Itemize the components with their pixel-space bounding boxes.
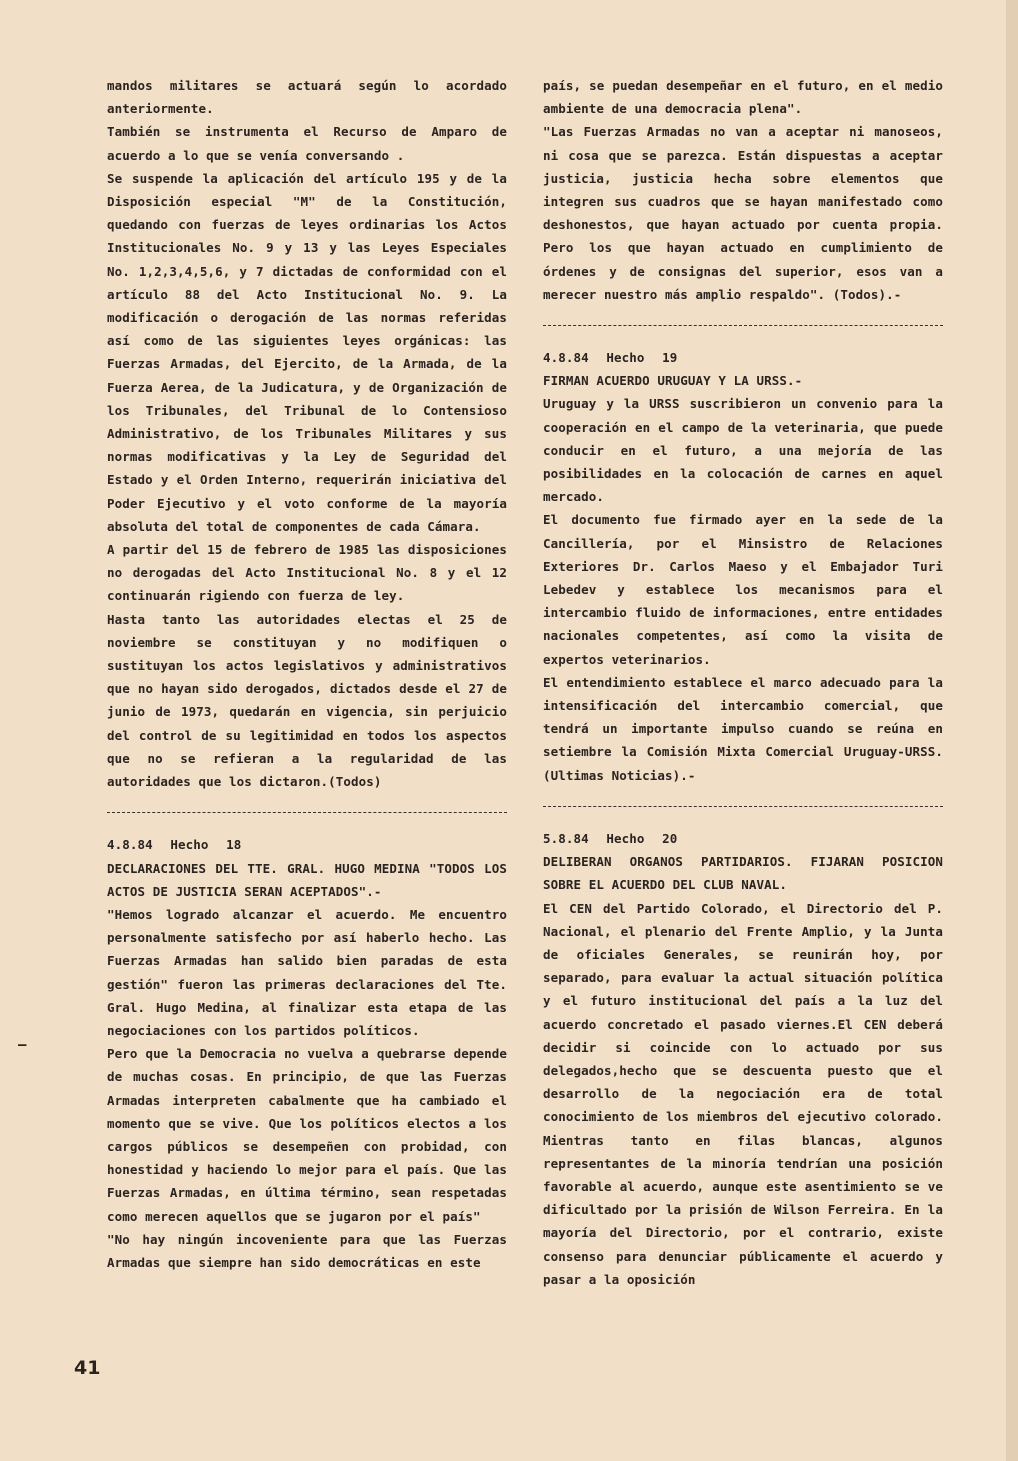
dashed-separator: [543, 806, 943, 807]
paragraph: Hasta tanto las autoridades electas el 25 de noviembre se constituyan y no modifiquen o sustituyan los actos legislativos y administrativos que no hayan sido derogados, dictados desde el 27 de junio de 1973, quedarán en vigencia, sin perjuicio del control de su legitimidad en todos los aspectos que no se refieran a la regularidad de las autoridades que los dictaron.(Todos): [107, 611, 507, 790]
paragraph: El CEN del Partido Colorado, el Directorio del P. Nacional, el plenario del Frente Amplio, y la Junta de oficiales Generales, se reunirán hoy, por separado, para evaluar la actual situación política y el futuro institucional del país a la luz del acuerdo concretado el pasado viernes.El CEN deberá decidir si coincide con lo actuado por sus delegados,hecho que se descuenta puesto que el desarrollo de la negociación era de total conocimiento de los miembros del ejecutivo colorado. Mientras tanto en filas blancas, algunos representantes de la minoría tendrían una posición favorable al acuerdo, aunque este asentimiento se ve dificultado por la prisión de Wilson Ferreira. En la mayoría del Directorio, por el contrario, existe consenso para denunciar públicamente el acuerdo y pasar a la oposición: [543, 900, 943, 1287]
paragraph: país, se puedan desempeñar en el futuro, en el medio ambiente de una democracia plena".: [543, 78, 943, 117]
section-date-header: 4.8.84 Hecho 18: [107, 837, 242, 853]
paragraph: "Las Fuerzas Armadas no van a aceptar ni manoseos, ni cosa que se parezca. Están dispuestas a aceptar justicia, justicia hecha sobre elementos que integren sus cuadros que se hayan manifestado como deshonestos, que hayan actuado por cuenta propia. Pero los que hayan actuado en cumplimiento de órdenes y de consignas del superior, esos van a merecer nuestro más amplio respaldo". (Todos).-: [543, 124, 943, 302]
paragraph: Uruguay y la URSS suscribieron un convenio para la cooperación en el campo de la veterinaria, que puede conducir en el futuro, a una mejoría de las posibilidades en la colocación de carnes en aquel mercado.: [543, 396, 943, 505]
page-number: 41: [74, 1357, 101, 1379]
left-column: [107, 74, 507, 1274]
paragraph: "No hay ningún incoveniente para que las Fuerzas Armadas que siempre han sido democráticas en este: [107, 1231, 507, 1270]
paragraph: "Hemos logrado alcanzar el acuerdo. Me encuentro personalmente satisfecho por así haberlo hecho. Las Fuerzas Armadas han salido bien paradas de esta gestión" fueron las primeras declaraciones del Tte. Gral. Hugo Medina, al finalizar esta etapa de las negociaciones con los partidos políticos.: [107, 906, 507, 1038]
paragraph: También se instrumenta el Recurso de Amparo de acuerdo a lo que se venía conversando .: [107, 124, 507, 163]
dashed-separator: [543, 325, 943, 326]
paragraph: A partir del 15 de febrero de 1985 las disposiciones no derogadas del Acto Institucional No. 8 y el 12 continuarán rigiendo con fuerza de ley.: [107, 542, 507, 604]
right-column: [543, 74, 943, 1291]
paragraph: Se suspende la aplicación del artículo 195 y de la Disposición especial "M" de la Constitución, quedando con fuerzas de leyes ordinarias los Actos Institucionales No. 9 y 13 y las Leyes Especiales No. 1,2,3,4,5,6, y 7 dictadas de conformidad con el artículo 88 del Acto Institucional No. 9. La modificación o derogación de las normas referidas así como de las siguientes leyes orgánicas: las Fuerzas Armadas, del Ejercito, de la Armada, de la Fuerza Aerea, de la Judicatura, y de Organización de los Tribunales, del Tribunal de lo Contensioso Administrativo, de los Tribunales Militares y sus normas modificativas y la Ley de Seguridad del Estado y el Orden Interno, requerirán iniciativa del Poder Ejecutivo y el voto conforme de la mayoría absoluta del total de componentes de cada Cámara.: [107, 170, 507, 534]
margin-mark: —: [18, 1037, 27, 1053]
paragraph: El documento fue firmado ayer en la sede de la Cancillería, por el Minsistro de Relaciones Exteriores Dr. Carlos Maeso y el Embajador Turi Lebedev y establece los mecanismos para el intercambio fluido de informaciones, entre entidades nacionales competentes, así como la visita de expertos veterinarios.: [543, 512, 943, 667]
section-title: FIRMAN ACUERDO URUGUAY Y LA URSS.-: [543, 373, 803, 389]
paragraph: Pero que la Democracia no vuelva a quebrarse depende de muchas cosas. En principio, de que las Fuerzas Armadas interpreten cabalmente que ha cambiado el momento que se vive. Que los políticos electos a los cargos públicos se desempeñen con probidad, con honestidad y haciendo lo mejor para el país. Que las Fuerzas Armadas, en última término, sean respetadas como merecen aquellos que se jugaron por el país": [107, 1046, 507, 1224]
paragraph: mandos militares se actuará según lo acordado anteriormente.: [107, 78, 507, 117]
paper-edge: [1006, 0, 1018, 1461]
paragraph: El entendimiento establece el marco adecuado para la intensificación del intercambio comercial, que tendrá un importante impulso cuando se reúna en setiembre la Comisión Mixta Comercial Uruguay-URSS. (Ultimas Noticias).-: [543, 674, 943, 783]
section-date-header: 4.8.84 Hecho 19: [543, 350, 678, 366]
section-title: DELIBERAN ORGANOS PARTIDARIOS. FIJARAN POSICION SOBRE EL ACUERDO DEL CLUB NAVAL.: [543, 854, 943, 893]
dashed-separator: [107, 812, 507, 813]
section-title: DECLARACIONES DEL TTE. GRAL. HUGO MEDINA "TODOS LOS ACTOS DE JUSTICIA SERAN ACEPTADOS".-: [107, 860, 507, 899]
section-date-header: 5.8.84 Hecho 20: [543, 830, 678, 846]
